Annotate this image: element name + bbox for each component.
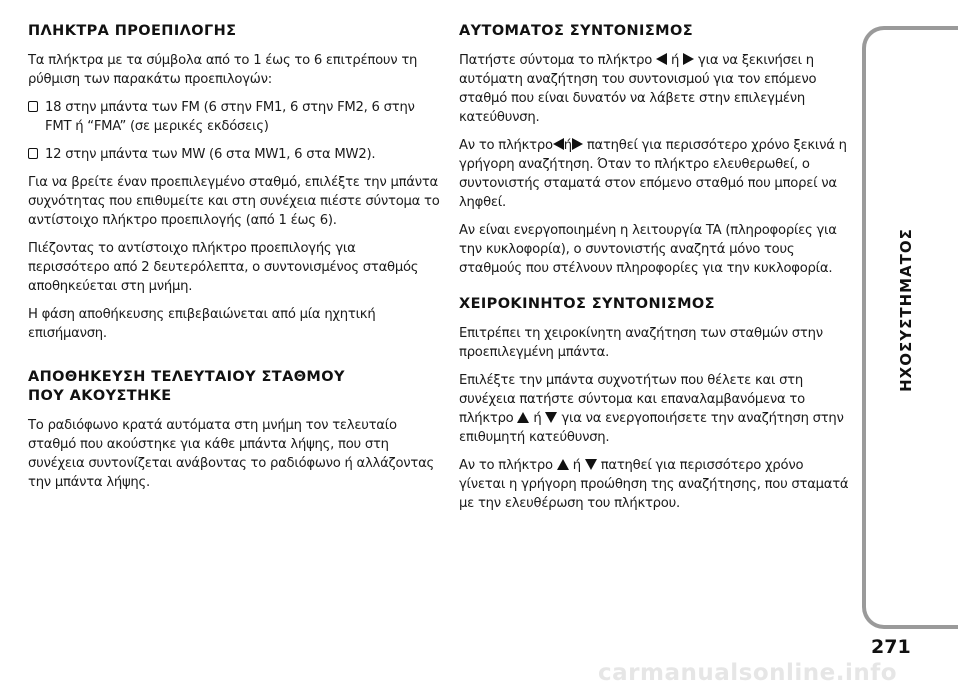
manual-p3-or: ή bbox=[572, 458, 581, 473]
triangle-down-icon bbox=[585, 459, 597, 470]
last-station-text: Το ραδιόφωνο κρατά αυτόματα στη μνήμη τον τελευταίο σταθμό που ακούστηκε για κάθε μπάντα λήψης, που στη συνέχεια συντονίζεται ανάβοντας το ραδιόφωνο ή αλλάζοντας την μπάντα λήψης. bbox=[28, 418, 435, 490]
section-side-label: ΗΧΟΣΥΣΤΗΜΑΤΟΣ bbox=[897, 228, 915, 392]
auto-p1-start: Πατήστε σύντομα το πλήκτρο bbox=[459, 53, 653, 68]
right-column bbox=[459, 22, 849, 522]
manual-p2-or: ή bbox=[533, 411, 542, 426]
left-column bbox=[28, 22, 440, 501]
triangle-right-icon bbox=[572, 138, 583, 150]
auto-tuning-p3: Αν είναι ενεργοποιημένη η λειτουργία TA (πληροφορίες για την κυκλοφορία), ο συντονιστής αναζητά μόνο τους σταθμούς που στέλνουν πληροφορίες για την κυκλοφορία. bbox=[459, 223, 837, 276]
manual-tuning-p3 bbox=[459, 456, 849, 513]
last-station-heading-line1: ΑΠΟΘΗΚΕΥΣΗ ΤΕΛΕΥΤΑΙΟΥ ΣΤΑΘΜΟΥ bbox=[28, 369, 345, 385]
preset-beep-text: Η φάση αποθήκευσης επιβεβαιώνεται από μία ηχητική επισήμανση. bbox=[28, 307, 376, 341]
triangle-right-icon bbox=[683, 53, 694, 65]
last-station-heading-line2: ΠΟΥ ΑΚΟΥΣΤΗΚΕ bbox=[28, 388, 172, 404]
triangle-left-icon bbox=[656, 53, 667, 65]
auto-tuning-heading: ΑΥΤΟΜΑΤΟΣ ΣΥΝΤΟΝΙΣΜΟΣ bbox=[459, 23, 694, 39]
manual-p3-start: Αν το πλήκτρο bbox=[459, 458, 553, 473]
auto-p1-or: ή bbox=[671, 53, 680, 68]
manual-tuning-heading: ΧΕΙΡΟΚΙΝΗΤΟΣ ΣΥΝΤΟΝΙΣΜΟΣ bbox=[459, 296, 715, 312]
auto-tuning-p1 bbox=[459, 51, 849, 127]
auto-p2-start: Αν το πλήκτρο bbox=[459, 138, 553, 153]
watermark: carmanualsonline.info bbox=[598, 660, 898, 686]
manual-tuning-p1: Επιτρέπει τη χειροκίνητη αναζήτηση των σταθμών στην προεπιλεγμένη μπάντα. bbox=[459, 326, 823, 360]
triangle-left-icon bbox=[553, 138, 564, 150]
checkbox-bullet-icon bbox=[28, 101, 38, 112]
bullet-mw-text: 12 στην μπάντα των MW (6 στα MW1, 6 στα MW2). bbox=[45, 147, 376, 162]
auto-tuning-p2 bbox=[459, 136, 849, 212]
bullet-mw bbox=[28, 145, 440, 164]
manual-p2-end: για να ενεργοποιήσετε την αναζήτηση στην επιθυμητή κατεύθυνση. bbox=[459, 411, 844, 445]
auto-p1-end: για να ξεκινήσει η αυτόματη αναζήτηση του συντονισμού για τον επόμενο σταθμό που είναι δυνατόν να λάβετε στην επιλεγμένη κατεύθυνση. bbox=[459, 53, 817, 125]
auto-p2-end: πατηθεί για περισσότερο χρόνο ξεκινά η γρήγορη αναζήτηση. Όταν το πλήκτρο ελευθερωθεί, ο συντονιστής σταματά στον επόμενο σταθμό που μπορεί να ληφθεί. bbox=[459, 138, 847, 210]
manual-p3-end: πατηθεί για περισσότερο χρόνο γίνεται η γρήγορη προώθηση της αναζήτησης, που σταματά με την ελευθέρωση του πλήκτρου. bbox=[459, 458, 849, 511]
page-number: 271 bbox=[871, 636, 911, 658]
last-station-heading bbox=[28, 368, 440, 406]
bullet-fm bbox=[28, 98, 440, 136]
manual-tuning-p2 bbox=[459, 371, 849, 447]
checkbox-bullet-icon bbox=[28, 148, 38, 159]
triangle-up-icon bbox=[557, 459, 569, 470]
preset-intro-text: Τα πλήκτρα με τα σύμβολα από το 1 έως το 6 επιτρέπουν τη ρύθμιση των παρακάτω προεπιλογών: bbox=[28, 53, 418, 87]
triangle-down-icon bbox=[545, 412, 557, 423]
preset-buttons-heading: ΠΛΗΚΤΡΑ ΠΡΟΕΠΙΛΟΓΗΣ bbox=[28, 23, 237, 39]
preset-recall-text: Για να βρείτε έναν προεπιλεγμένο σταθμό, επιλέξτε την μπάντα συχνότητας που επιθυμείτε και στη συνέχεια πιέστε σύντομα το αντίστοιχο πλήκτρο προεπιλογής (από 1 έως 6). bbox=[28, 175, 440, 228]
triangle-up-icon bbox=[517, 412, 529, 423]
auto-p2-or: ή bbox=[563, 138, 572, 153]
bullet-fm-text: 18 στην μπάντα των FM (6 στην FM1, 6 στην FM2, 6 στην FMT ή “FMA” (σε μερικές εκδόσεις) bbox=[45, 100, 415, 134]
preset-store-text: Πιέζοντας το αντίστοιχο πλήκτρο προεπιλογής για περισσότερο από 2 δευτερόλεπτα, ο συντονισμένος σταθμός αποθηκεύεται στη μνήμη. bbox=[28, 241, 419, 294]
manual-p2-start: Επιλέξτε την μπάντα συχνοτήτων που θέλετε και στη συνέχεια πατήστε σύντομα και επαναλαμβανόμενα το πλήκτρο bbox=[459, 373, 805, 426]
